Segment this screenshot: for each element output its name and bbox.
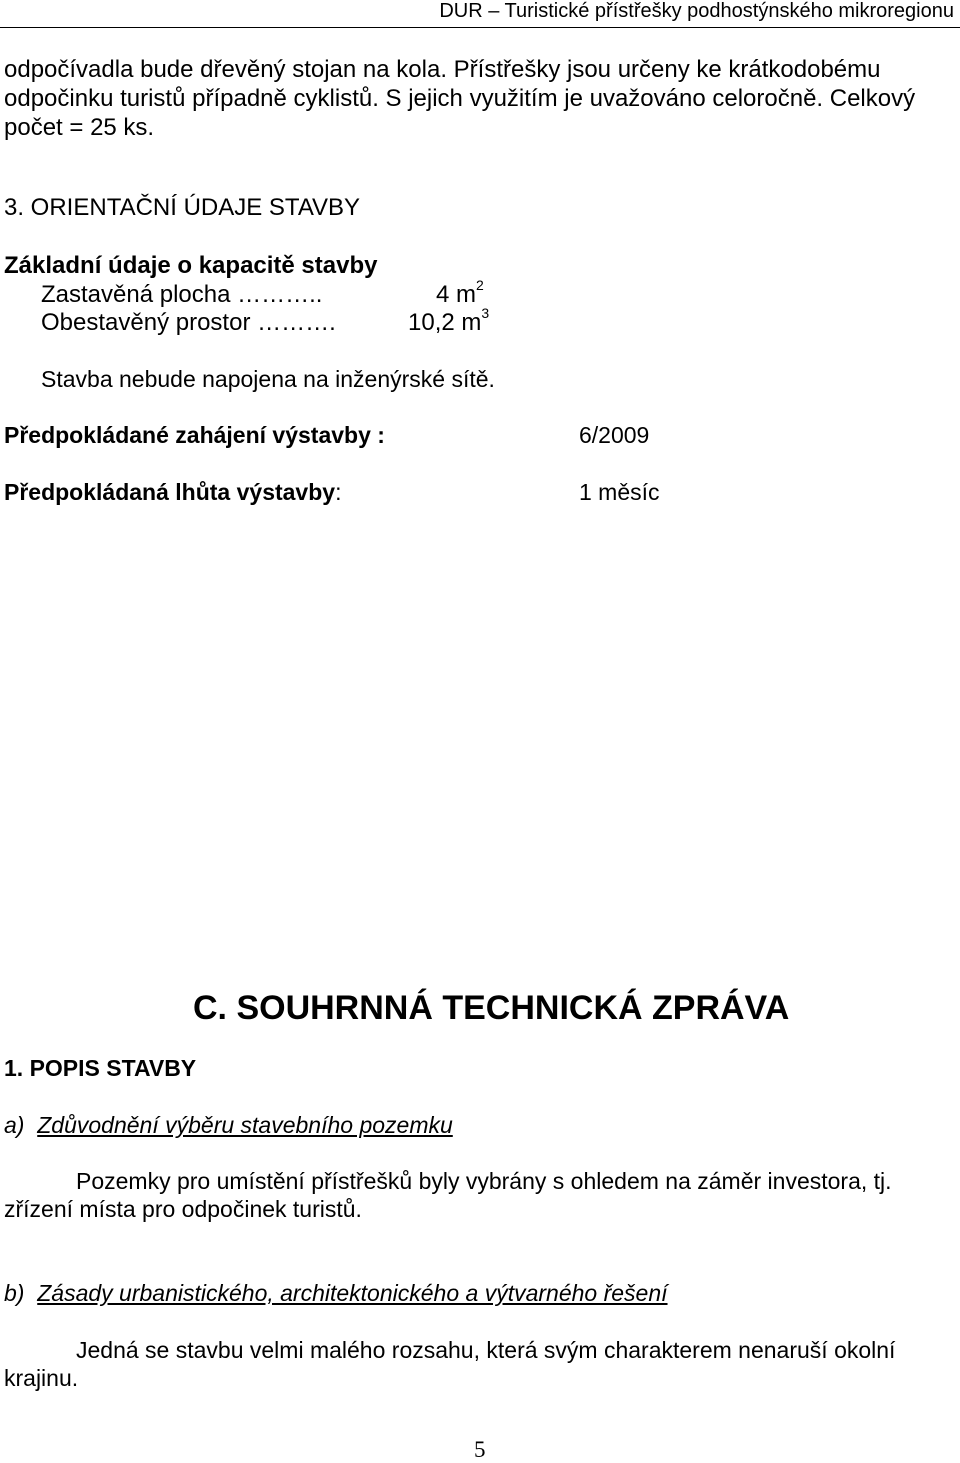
built-area-exponent: 2 — [476, 277, 484, 293]
capacity-heading: Základní údaje o kapacitě stavby — [4, 252, 378, 279]
a-text-line-2: zřízení místa pro odpočinek turistů. — [4, 1196, 362, 1222]
duration-value: 1 měsíc — [579, 479, 660, 505]
section-3-heading: 3. ORIENTAČNÍ ÚDAJE STAVBY — [4, 194, 361, 221]
section-c-title: C. SOUHRNNÁ TECHNICKÁ ZPRÁVA — [193, 989, 790, 1027]
subsection-a-heading: a) Zdůvodnění výběru stavebního pozemku — [4, 1112, 453, 1138]
built-area-value: 4 $m^2$ — [436, 277, 484, 308]
intro-line-3: počet = 25 ks. — [4, 114, 155, 141]
b-text-line-1: Jedná se stavbu velmi malého rozsahu, která svým charakterem nenaruší okolní — [76, 1337, 896, 1363]
popis-stavby-heading: 1. POPIS STAVBY — [4, 1055, 197, 1081]
volume-exponent: 3 — [481, 305, 490, 321]
subsection-b-heading: b) Zásady urbanistického, architektonického a výtvarného řešení — [4, 1280, 668, 1306]
built-area-label: Zastavěná plocha ……….. — [41, 281, 323, 308]
start-label: Předpokládané zahájení výstavby : — [4, 422, 385, 448]
page-number: 5 — [474, 1437, 486, 1462]
a-text-line-1: Pozemky pro umístění přístřešků byly vybrány s ohledem na záměr investora, tj. — [76, 1168, 892, 1194]
header-rule — [0, 27, 960, 28]
intro-line-1: odpočívadla bude dřevěný stojan na kola. Přístřešky jsou určeny ke krátkodobému — [4, 56, 881, 83]
b-text-line-2: krajinu. — [4, 1365, 79, 1391]
volume-value: 10,2 $m^3$ — [408, 305, 490, 336]
volume-label: Obestavěný prostor ………. — [41, 309, 336, 336]
start-value: 6/2009 — [579, 422, 650, 448]
running-header: DUR – Turistické přístřešky podhostýnského mikroregionu — [439, 0, 954, 22]
intro-line-2: odpočinku turistů případně cyklistů. S jejich využitím je uvažováno celoročně. Celkový — [4, 85, 916, 112]
duration-label: Předpokládaná lhůta výstavby: — [4, 479, 342, 505]
networks-note: Stavba nebude napojena na inženýrské sítě. — [41, 366, 495, 392]
